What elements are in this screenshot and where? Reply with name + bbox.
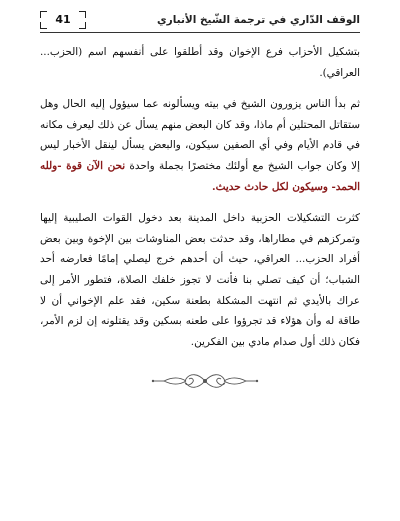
ornament-divider-icon (150, 370, 260, 392)
page-number (40, 11, 86, 29)
paragraph (40, 208, 360, 352)
emphasized-quote: نحن الآن قوة -ولله الحمد- وسيكون لكل حادث حديث. (40, 159, 360, 193)
paragraph-text: كثرت التشكيلات الحزبية داخل المدينة بعد دخول القوات الصليبية إليها وتمركزهم في مطاراها، وقد حدثت بعض المناوشات بين الإخوة وبين بعض أفراد الحزب... العراقي، حيث أن أحدهم خرج ليصلي إمامًا فعارضه أحد الشباب؛ أن كيف تصلي بنا فأنت لا تجوز خلفك الصلاة، فتطور الأمر إلى عراك بالأيدي ثم انتهت المشكلة بطعنة سكين، فقد علم الإخواني أن لا طاقة له وأن هؤلاء قد تجرؤوا على طعنه بسكين وقد يقتلونه إن لزم الأمر، فكان ذلك أول صدام مادي بين الفكرين. (40, 212, 360, 348)
page-number-bracket (79, 11, 86, 18)
page-header (40, 8, 360, 32)
page-number-bracket (40, 22, 47, 29)
running-title: الوقف الدّاري في ترجمة الشّيخ الأنباري (157, 14, 360, 26)
body-text (40, 42, 360, 363)
paragraph (40, 42, 360, 83)
header-rule (40, 32, 360, 33)
paragraph (40, 94, 360, 197)
page-number-bracket (79, 22, 86, 29)
page-number-bracket (40, 11, 47, 18)
paragraph-text: ثم بدأ الناس يزورون الشيخ في بيته ويسألونه عما سيؤول إليه الحال وهل ستقاتل المحتلين أم ماذا، وقد كان البعض منهم يسأل عن ذلك ليعرف مكانه في قادم الأيام وفي أي الصفين سيكون، والبعض يسأل لينقل الأخبار ليس إلا وكان جواب الشيخ مع أولئك مختصرًا بجملة واحدة (40, 98, 360, 172)
page-number-value: 41 (55, 13, 71, 26)
paragraph-text: بتشكيل الأحزاب فرع الإخوان وقد أطلقوا على أنفسهم اسم (الحزب... العراقي). (40, 46, 360, 79)
